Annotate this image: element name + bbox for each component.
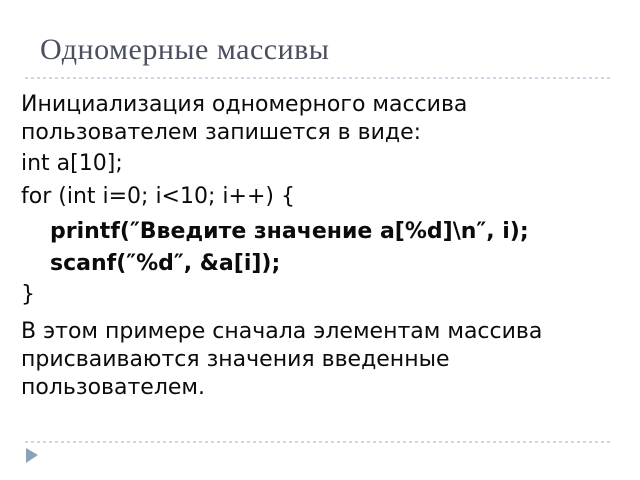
slide-body (21, 91, 622, 402)
footer-divider (25, 441, 612, 443)
body-line: пользователем. (21, 375, 206, 400)
slide-title: Одномерные массивы (40, 33, 330, 66)
body-line: Инициализация одномерного массива (21, 92, 468, 117)
code-line: } (21, 282, 35, 307)
code-line-printf: printf(″Введите значение a[%d]\n″, i); (50, 219, 529, 244)
body-line: В этом примере сначала элементам массива (21, 319, 543, 344)
code-line: for (int i=0; i<10; i++) { (21, 184, 295, 209)
code-line: int a[10]; (21, 151, 123, 176)
body-line: пользователем запишется в виде: (21, 120, 422, 145)
body-line: присваиваются значения введенные (21, 347, 450, 372)
play-arrow-icon (26, 448, 38, 463)
code-line-scanf: scanf(″%d″, &a[i]); (50, 251, 281, 276)
title-divider (25, 77, 612, 79)
